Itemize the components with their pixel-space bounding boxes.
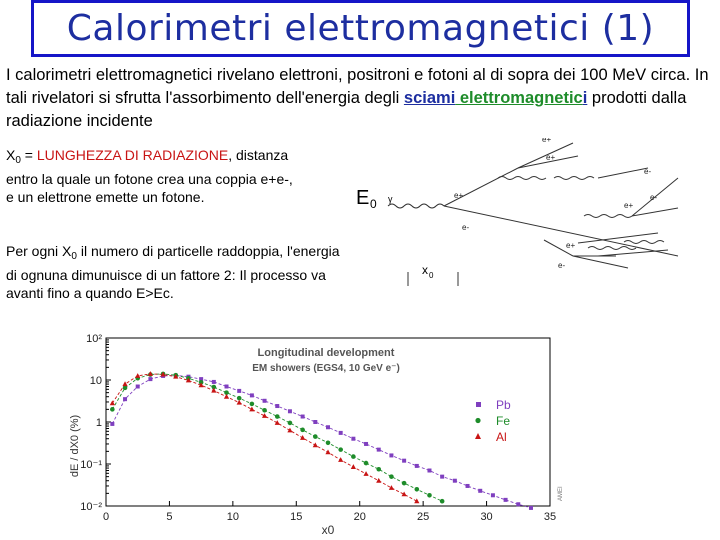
data-point-pb — [466, 484, 470, 488]
data-point-pb — [326, 425, 330, 429]
data-point-fe — [440, 499, 445, 504]
x0-label-subscript: 0 — [429, 271, 434, 280]
data-point-pb — [364, 442, 368, 446]
x-tick-label: 5 — [166, 511, 173, 523]
radiation-length-paragraph — [6, 146, 296, 206]
legend-label-al: Al — [496, 430, 507, 444]
intro-paragraph — [6, 64, 718, 133]
x-tick-label: 30 — [480, 511, 493, 523]
chart-title: Longitudinal development — [257, 347, 395, 359]
longitudinal-development-chart — [66, 326, 586, 538]
data-point-fe — [415, 487, 420, 492]
data-point-pb — [389, 453, 393, 457]
data-point-fe — [364, 461, 369, 466]
data-point-fe — [313, 434, 318, 439]
title-box — [31, 0, 690, 57]
particle-label-6: e+ — [624, 201, 634, 210]
data-point-pb — [529, 506, 533, 510]
data-point-fe — [237, 396, 242, 401]
photon-lower-1 — [588, 247, 636, 250]
data-point-pb — [225, 385, 229, 389]
data-point-pb — [377, 448, 381, 452]
legend-marker-pb — [476, 402, 481, 407]
track-e-minus-1 — [444, 206, 678, 256]
e0-subscript: 0 — [370, 197, 377, 211]
data-point-fe — [110, 407, 115, 412]
photon-upper-2 — [554, 177, 594, 180]
link-sciami[interactable]: sciami — [403, 89, 456, 107]
data-point-pb — [110, 422, 114, 426]
data-point-pb — [250, 393, 254, 397]
data-point-pb — [491, 493, 495, 497]
y-tick-label: 10⁻¹ — [80, 459, 102, 471]
track-lower-4 — [573, 256, 628, 268]
gamma-label: γ — [388, 194, 393, 204]
x0-symbol: X — [6, 147, 16, 163]
track-lower-2 — [598, 250, 668, 256]
particle-label-2: e+ — [546, 153, 556, 162]
legend-label-fe: Fe — [496, 414, 511, 428]
intro-text-1: I calorimetri elettromagnetici rivelano elettroni, positroni e fotoni al di sopra dei 100 MeV circa. In tali rivelatori si sfrutta l'assorbimento dell'energia degli — [6, 66, 709, 107]
photon-upper-1 — [498, 177, 546, 180]
track-e-plus-1 — [444, 168, 518, 206]
particle-label-8: e+ — [566, 241, 576, 250]
legend-label-pb: Pb — [496, 398, 511, 412]
data-point-pb — [516, 502, 520, 506]
track-upper-3 — [598, 168, 648, 178]
data-point-pb — [453, 479, 457, 483]
e0-label: E — [356, 187, 370, 209]
track-lower-1 — [578, 233, 658, 243]
particle-label-3: e+ — [454, 191, 464, 200]
data-point-pb — [478, 489, 482, 493]
data-point-fe — [262, 408, 267, 413]
x-tick-label: 25 — [417, 511, 430, 523]
data-point-pb — [123, 397, 127, 401]
data-point-pb — [136, 385, 140, 389]
photon-upper-3 — [584, 215, 632, 218]
data-point-pb — [275, 404, 279, 408]
particle-label-9: e- — [558, 261, 566, 270]
data-point-pb — [313, 420, 317, 424]
data-point-fe — [275, 414, 280, 419]
intro-text-2: prodotti dalla radiazione incidente — [6, 89, 687, 130]
x-tick-label: 35 — [543, 511, 557, 523]
y-tick-label: 10 — [89, 375, 102, 387]
x-tick-label: 0 — [102, 511, 110, 523]
data-point-pb — [427, 469, 431, 473]
process-text-2: il numero di particelle raddoppia, l'energia di ognuna dimunuisce di un fattore 2: Il processo va avanti fino a quando E>Ec. — [6, 243, 340, 301]
shower-diagram — [348, 138, 688, 300]
x-tick-label: 15 — [290, 511, 303, 523]
x-tick-label: 20 — [353, 511, 366, 523]
particle-label-5: e- — [650, 193, 658, 202]
data-point-pb — [504, 498, 508, 502]
data-point-fe — [376, 467, 381, 472]
process-x0-subscript: 0 — [71, 251, 77, 262]
x-tick-label: 10 — [226, 511, 239, 523]
process-paragraph — [6, 242, 351, 302]
chart-subtitle: EM showers (EGS4, 10 GeV e⁻) — [252, 363, 400, 374]
data-point-pb — [440, 475, 444, 479]
slide-title: Calorimetri elettromagnetici (1) — [66, 8, 655, 49]
side-note: AMEI — [558, 486, 564, 501]
data-point-pb — [402, 459, 406, 463]
link-i[interactable]: i — [582, 89, 588, 107]
link-elettromagnetici[interactable]: elettromagnetic — [455, 89, 583, 107]
y-tick-label: 10² — [86, 333, 102, 345]
data-point-pb — [415, 464, 419, 468]
particle-label-1: e+ — [542, 138, 552, 144]
radiation-length-text: , distanza entro la quale un fotone crea una coppia e+e-, e un elettrone emette un fotone. — [6, 147, 293, 205]
y-axis-label: dE / dX0 (%) — [69, 414, 81, 478]
equals-sign: = — [20, 147, 37, 163]
data-point-fe — [300, 428, 305, 433]
data-point-fe — [402, 481, 407, 486]
data-point-pb — [351, 437, 355, 441]
photon-lower-2 — [624, 241, 664, 244]
data-point-fe — [427, 493, 432, 498]
data-point-pb — [288, 409, 292, 413]
process-text-1: Per ogni X — [6, 243, 72, 259]
data-point-pb — [263, 399, 267, 403]
x0-subscript: 0 — [15, 155, 21, 166]
data-point-pb — [212, 380, 216, 384]
data-point-fe — [351, 454, 356, 459]
x-axis-label: x0 — [321, 523, 335, 537]
incoming-photon — [388, 204, 444, 208]
data-point-pb — [148, 377, 152, 381]
particle-label-7: e- — [462, 223, 470, 232]
data-point-fe — [288, 421, 293, 426]
data-point-pb — [301, 415, 305, 419]
data-point-fe — [338, 447, 343, 452]
data-point-fe — [250, 402, 255, 407]
particle-label-4: e- — [644, 167, 652, 176]
legend-marker-fe — [475, 418, 480, 423]
data-point-fe — [389, 474, 394, 479]
y-tick-label: 1 — [95, 417, 102, 429]
x0-label: x — [422, 263, 428, 277]
track-mid-2 — [632, 208, 678, 216]
data-point-fe — [326, 440, 331, 445]
data-point-fe — [123, 386, 128, 391]
y-tick-label: 10⁻² — [80, 501, 102, 513]
radiation-length-term: LUNGHEZZA DI RADIAZIONE — [36, 147, 229, 163]
data-point-pb — [339, 431, 343, 435]
data-point-pb — [237, 389, 241, 393]
